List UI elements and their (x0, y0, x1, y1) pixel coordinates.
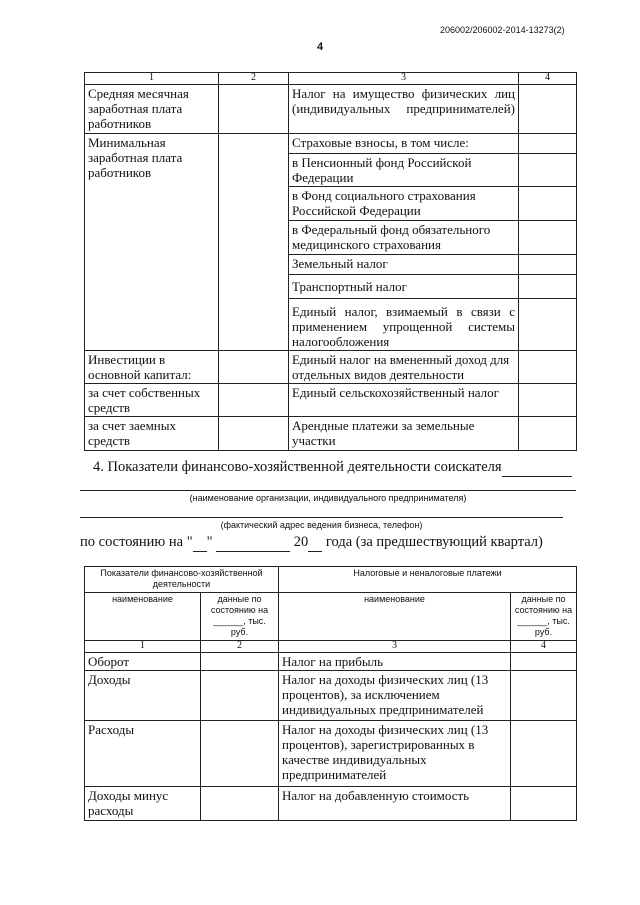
payment-label: Единый налог, взимаемый в связи с применением упрощенной системы налогообложения (289, 299, 519, 351)
value-cell[interactable] (219, 384, 289, 417)
value-cell[interactable] (511, 671, 577, 721)
financial-indicators-table (84, 566, 577, 821)
value-cell[interactable] (201, 721, 279, 787)
section-title-text: 4. Показатели финансово-хозяйственной деятельности соискателя (93, 459, 502, 475)
value-cell[interactable] (511, 721, 577, 787)
value-cell[interactable] (519, 417, 577, 451)
group-header-indicators: Показатели финансово-хозяйственной деятельности (85, 567, 279, 593)
month-field[interactable] (216, 534, 290, 552)
value-cell[interactable] (519, 299, 577, 351)
org-name-caption: (наименование организации, индивидуального предпринимателя) (189, 493, 467, 503)
payment-label: Налог на прибыль (279, 653, 511, 671)
value-cell[interactable] (519, 85, 577, 134)
row-label: Оборот (85, 653, 201, 671)
value-cell[interactable] (519, 134, 577, 154)
applicant-name-field[interactable] (502, 459, 572, 477)
value-cell[interactable] (519, 154, 577, 187)
group-header-payments: Налоговые и неналоговые платежи (279, 567, 577, 593)
value-cell[interactable] (519, 384, 577, 417)
subheader-data: данные по состоянию на ______, тыс. руб. (201, 593, 279, 641)
row-label: Минимальная заработная плата работников (85, 134, 219, 351)
section-title (93, 459, 572, 477)
value-cell[interactable] (219, 417, 289, 451)
value-cell[interactable] (201, 653, 279, 671)
value-cell[interactable] (511, 653, 577, 671)
value-cell[interactable] (519, 187, 577, 221)
value-cell[interactable] (201, 787, 279, 821)
col-number: 4 (511, 641, 577, 653)
subheader-name: наименование (85, 593, 201, 641)
page-number: 4 (316, 41, 324, 53)
as-of-suffix: года (за предшествующий квартал) (325, 534, 543, 550)
value-cell[interactable] (511, 787, 577, 821)
payment-label: в Пенсионный фонд Российской Федерации (289, 154, 519, 187)
year-field[interactable] (308, 534, 322, 552)
payment-label: Налог на имущество физических лиц (индивидуальных предпринимателей) (289, 85, 519, 134)
address-line[interactable] (80, 517, 563, 518)
address-caption: (фактический адрес ведения бизнеса, телефон) (220, 520, 423, 530)
payment-label: Единый налог на вмененный доход для отдельных видов деятельности (289, 351, 519, 384)
value-cell[interactable] (219, 85, 289, 134)
row-label: за счет собственных средств (85, 384, 219, 417)
value-cell[interactable] (219, 134, 289, 351)
payment-label: в Федеральный фонд обязательного медицинского страхования (289, 221, 519, 255)
payment-label: Земельный налог (289, 255, 519, 275)
value-cell[interactable] (519, 255, 577, 275)
subheader-data: данные по состоянию на ______, тыс. руб. (511, 593, 577, 641)
col-number: 1 (85, 641, 201, 653)
subheader-name: наименование (279, 593, 511, 641)
as-of-date-line (80, 534, 543, 552)
value-cell[interactable] (519, 221, 577, 255)
quote-mark: " (206, 534, 213, 550)
org-name-line[interactable] (80, 490, 576, 491)
col-number: 3 (289, 73, 519, 85)
value-cell[interactable] (201, 671, 279, 721)
as-of-prefix: по состоянию на " (80, 534, 193, 550)
col-number: 2 (219, 73, 289, 85)
row-label: Доходы (85, 671, 201, 721)
payment-label: Налог на доходы физических лиц (13 процентов), за исключением индивидуальных предпринимателей (279, 671, 511, 721)
value-cell[interactable] (519, 351, 577, 384)
value-cell[interactable] (219, 351, 289, 384)
value-cell[interactable] (519, 275, 577, 299)
col-number: 1 (85, 73, 219, 85)
row-label: Расходы (85, 721, 201, 787)
payment-label: Транспортный налог (289, 275, 519, 299)
payment-label: Единый сельскохозяйственный налог (289, 384, 519, 417)
row-label: Доходы минус расходы (85, 787, 201, 821)
document-id: 206002/206002-2014-13273(2) (440, 25, 565, 35)
col-number: 3 (279, 641, 511, 653)
year-prefix: 20 (293, 534, 309, 550)
payment-label: Арендные платежи за земельные участки (289, 417, 519, 451)
indicators-table-continued (84, 72, 577, 451)
row-label: Средняя месячная заработная плата работников (85, 85, 219, 134)
col-number: 4 (519, 73, 577, 85)
payment-label: Страховые взносы, в том числе: (289, 134, 519, 154)
row-label: за счет заемных средств (85, 417, 219, 451)
day-field[interactable] (193, 534, 207, 552)
col-number: 2 (201, 641, 279, 653)
payment-label: Налог на добавленную стоимость (279, 787, 511, 821)
payment-label: Налог на доходы физических лиц (13 процентов), зарегистрированных в качестве индивидуальных предпринимателей (279, 721, 511, 787)
payment-label: в Фонд социального страхования Российской Федерации (289, 187, 519, 221)
row-label: Инвестиции в основной капитал: (85, 351, 219, 384)
